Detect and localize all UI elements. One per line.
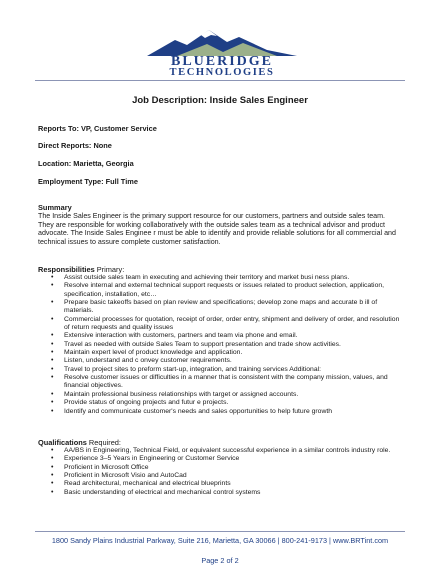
bullet-icon: •: [51, 282, 54, 290]
list-item: [38, 366, 400, 374]
list-item: [38, 274, 400, 282]
bullet-icon: •: [51, 447, 54, 454]
bullet-icon: •: [51, 488, 54, 496]
bullet-icon: •: [51, 472, 54, 480]
list-item-text: Basic understanding of electrical and mechanical control systems: [64, 488, 261, 496]
bullet-icon: •: [51, 480, 54, 488]
summary-heading: Summary: [38, 203, 72, 212]
list-item: [38, 447, 400, 455]
list-item-text: Proficient in Microsoft Visio and AutoCad: [64, 472, 187, 480]
list-item: [38, 408, 400, 416]
responsibilities-list: [38, 274, 400, 416]
footer-address: 1800 Sandy Plains Industrial Parkway, Suite 216, Marietta, GA 30066 | 800-241-9173 | www.BRTint.com: [51, 536, 389, 545]
reports-to-field: Reports To: VP, Customer Service: [38, 124, 157, 133]
list-item-text: Travel as needed with outside Sales Team to support presentation and trade show activities.: [64, 340, 341, 348]
list-item: [38, 399, 400, 407]
bullet-icon: •: [51, 357, 54, 365]
bullet-icon: •: [51, 340, 54, 348]
footer-divider: [35, 531, 405, 532]
list-item-text: Resolve internal and external technical support requests or issues related to product selection, application, specification, installation, etc…: [64, 282, 385, 298]
direct-reports-field: Direct Reports: None: [38, 141, 112, 150]
list-item: [38, 480, 400, 488]
list-item: [38, 472, 400, 480]
company-logo: [147, 26, 297, 78]
bullet-icon: •: [51, 332, 54, 340]
list-item: [38, 391, 400, 399]
list-item-text: Maintain professional business relationships with target or assigned accounts.: [64, 390, 299, 398]
responsibilities-title: Responsibilities: [38, 265, 95, 274]
list-item: [38, 455, 400, 463]
qualifications-subtitle: Required:: [86, 438, 121, 447]
location-field: Location: Marietta, Georgia: [38, 159, 134, 168]
list-item: [38, 349, 400, 357]
list-item-text: Travel to project sites to preform start-up, integration, and training services Additional:: [64, 365, 322, 373]
list-item: [38, 299, 400, 316]
list-item-text: Identify and communicate customer's needs and sales opportunities to help future growth: [64, 407, 333, 415]
bullet-icon: •: [51, 365, 54, 373]
list-item: [38, 282, 400, 299]
list-item: [38, 332, 400, 340]
qualifications-list: [38, 447, 400, 497]
list-item-text: Assist outside sales team in executing and achieving their territory and market busi ness plans.: [64, 274, 350, 281]
qualifications-heading: [38, 438, 121, 447]
list-item-text: Proficient in Microsoft Office: [64, 463, 149, 471]
bullet-icon: •: [51, 315, 54, 323]
list-item-text: Experience 3–5 Years in Engineering or Customer Service: [64, 455, 240, 463]
list-item-text: Listen, understand and c onvey customer requirements.: [64, 357, 232, 365]
bullet-icon: •: [51, 455, 54, 463]
list-item-text: Commercial processes for quotation, receipt of order, order entry, shipment and delivery of order, and resolution of return requests and quality issues: [64, 315, 400, 332]
bullet-icon: •: [51, 274, 54, 281]
list-item: [38, 489, 400, 497]
employment-type-field: Employment Type: Full Time: [38, 177, 138, 186]
list-item-text: Resolve customer issues or difficulties in a manner that is consistent with the company mission, values, and financial objectives.: [64, 374, 388, 390]
logo-wordmark-top: BLUERIDGE: [170, 54, 274, 69]
logo-wordmark-bottom: TECHNOLOGIES: [169, 67, 275, 78]
list-item-text: Prepare basic takeoffs based on plan review and specifications; develop zone maps and accurate b ill of materials.: [64, 299, 378, 315]
list-item-text: AA/BS in Engineering, Technical Field, or equivalent successful experience in a similar controls industry role.: [64, 447, 391, 454]
list-item-text: Read architectural, mechanical and electrical blueprints: [64, 480, 231, 488]
bullet-icon: •: [51, 299, 54, 307]
bullet-icon: •: [51, 390, 54, 398]
page-number: Page 2 of 2: [201, 556, 239, 565]
list-item: [38, 464, 400, 472]
bullet-icon: •: [51, 374, 54, 382]
responsibilities-heading: [38, 265, 124, 274]
header-divider: [35, 80, 405, 81]
list-item: [38, 374, 400, 391]
list-item-text: Maintain expert level of product knowledge and application.: [64, 349, 243, 357]
summary-text: The Inside Sales Engineer is the primary support resource for our customers, partners and outside sales team. They are responsible for working collaboratively with the outside sales team as a technical advisor and product advocate. The Inside Sales Enginee r must be able to identify and provide reliable solutions for all commercial and technical issues to assure complete customer satisfaction.: [38, 212, 396, 246]
qualifications-title: Qualifications: [38, 438, 87, 447]
document-title: Job Description: Inside Sales Engineer: [132, 95, 308, 106]
responsibilities-subtitle: Primary:: [94, 265, 125, 274]
list-item: [38, 341, 400, 349]
bullet-icon: •: [51, 407, 54, 415]
list-item-text: Extensive interaction with customers, partners and team via phone and email.: [64, 332, 298, 340]
bullet-icon: •: [51, 463, 54, 471]
bullet-icon: •: [51, 349, 54, 357]
bullet-icon: •: [51, 399, 54, 407]
list-item: [38, 357, 400, 365]
list-item: [38, 316, 400, 333]
list-item-text: Provide status of ongoing projects and futur e projects.: [64, 399, 229, 407]
mountain-logo-icon: [147, 26, 297, 56]
